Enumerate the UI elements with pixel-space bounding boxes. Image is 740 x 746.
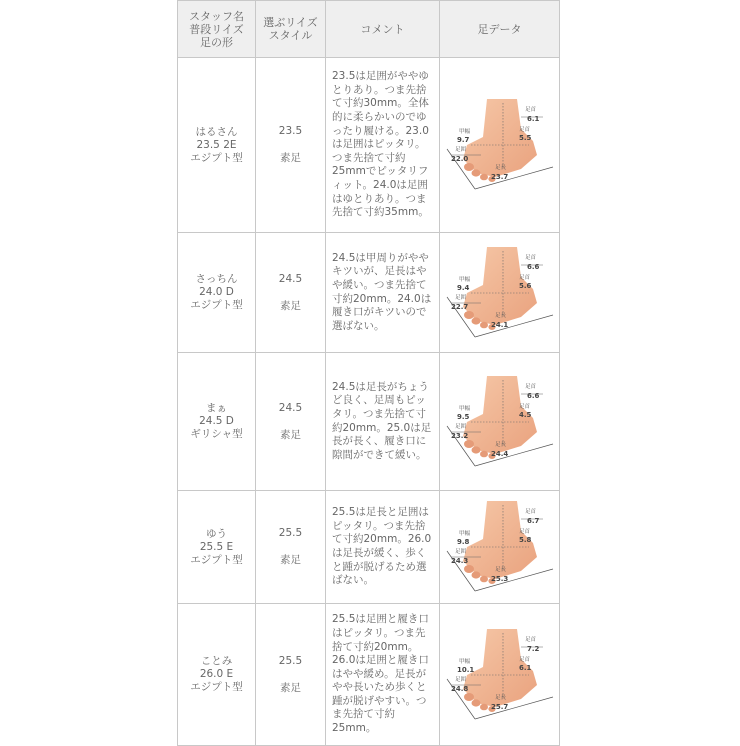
size-comparison-table [177, 0, 560, 746]
arch-label: 足首 [518, 127, 530, 133]
foot-diagram [441, 237, 559, 349]
ball-width-value: 22.0 [450, 155, 468, 163]
staff-cell: さっちん 24.0 D エジプト型 [178, 233, 256, 353]
header-row [178, 1, 560, 58]
ball-width-label: 足囲 [454, 676, 466, 683]
foot-data-cell [440, 491, 560, 604]
header-foot-data: 足データ [440, 1, 560, 58]
chosen-size: 24.5 [278, 272, 303, 285]
size-cell [256, 233, 326, 353]
instep-label: 甲幅 [458, 129, 470, 135]
arch-value: 4.5 [518, 410, 531, 419]
ball-width-label: 足囲 [454, 549, 466, 555]
toe-height-value: 6.6 [526, 391, 539, 400]
arch-value: 6.1 [518, 663, 531, 672]
foot-data-cell [440, 353, 560, 491]
length-value: 23.7 [490, 173, 508, 181]
chosen-size: 23.5 [278, 125, 303, 137]
header-staff: スタッフ名 普段リイズ 足の形 [178, 1, 256, 58]
toe-height-label: 足首 [524, 107, 536, 113]
toe-height-label: 足首 [524, 383, 536, 390]
ball-width-label: 足囲 [454, 294, 466, 301]
table-row [178, 353, 560, 491]
toe-height-label: 足首 [524, 254, 536, 261]
instep-label: 甲幅 [458, 658, 470, 665]
arch-value: 5.5 [518, 134, 531, 142]
table-row [178, 604, 560, 746]
instep-label: 甲幅 [458, 405, 470, 412]
comment-cell: 23.5は足囲がややゆとりあり。つま先捨て寸約30mm。全体的に柔らかいのでゆったり履ける。23.0は足囲はピッタリ。つま先捨て寸約25mmでピッタリフィット。24.0は足囲はゆとりあり。つま先捨て寸約35mm。 [326, 58, 440, 233]
table-row [178, 491, 560, 604]
staff-cell: はるさん 23.5 2E エジプト型 [178, 58, 256, 233]
toe-height-value: 7.2 [526, 644, 539, 653]
size-cell [256, 491, 326, 604]
chosen-size: 25.5 [278, 527, 303, 539]
chosen-size: 25.5 [278, 654, 303, 667]
style-label: 素足 [280, 428, 301, 441]
comment-cell: 24.5は甲周りがややキツいが、足長はやや緩い。つま先捨て寸約20mm。24.0は履き口がキツいので選ばない。 [326, 233, 440, 353]
toe-height-label: 足首 [524, 509, 536, 515]
length-value: 25.7 [490, 702, 508, 711]
instep-label: 甲幅 [458, 276, 470, 283]
instep-value: 9.7 [456, 136, 469, 144]
comment-cell: 25.5は足長と足囲はピッタリ。つま先捨て寸約20mm。26.0は足長が緩く、歩くと踵が脱げるため選ばない。 [326, 491, 440, 604]
table-row [178, 233, 560, 353]
toe-height-value: 6.6 [526, 262, 539, 271]
style-label: 素足 [280, 681, 301, 694]
size-cell [256, 604, 326, 746]
comment-cell: 24.5は足長がちょうど良く、足周もピッタリ。つま先捨て寸約20mm。25.0は足長が長く、履き口に隙間ができて緩い。 [326, 353, 440, 491]
length-label: 足長 [494, 694, 506, 701]
foot-data-cell [440, 233, 560, 353]
instep-value: 9.4 [456, 283, 469, 292]
arch-label: 足首 [518, 529, 530, 535]
foot-diagram [441, 619, 559, 731]
size-cell [256, 353, 326, 491]
foot-diagram [441, 366, 559, 478]
table-row [178, 58, 560, 233]
arch-label: 足首 [518, 656, 530, 663]
ball-width-value: 22.7 [450, 302, 468, 311]
arch-label: 足首 [518, 274, 530, 281]
instep-value: 9.5 [456, 412, 469, 421]
arch-value: 5.8 [518, 536, 531, 544]
size-cell [256, 58, 326, 233]
staff-cell: ことみ 26.0 E エジプト型 [178, 604, 256, 746]
arch-label: 足首 [518, 403, 530, 410]
style-label: 素足 [280, 554, 301, 566]
style-label: 素足 [280, 152, 301, 164]
chosen-size: 24.5 [278, 401, 303, 414]
ball-width-value: 24.8 [450, 684, 468, 693]
instep-value: 10.1 [456, 665, 474, 674]
foot-diagram [441, 491, 559, 603]
length-label: 足長 [494, 567, 506, 573]
staff-cell: まぁ 24.5 D ギリシャ型 [178, 353, 256, 491]
ball-width-value: 23.2 [450, 431, 468, 440]
instep-value: 9.8 [456, 538, 469, 546]
arch-value: 5.6 [518, 281, 531, 290]
ball-width-value: 24.3 [450, 557, 468, 565]
ball-width-label: 足囲 [454, 423, 466, 430]
toe-height-value: 6.7 [526, 517, 539, 525]
length-label: 足長 [494, 312, 506, 319]
length-value: 24.1 [490, 320, 508, 329]
foot-data-cell [440, 604, 560, 746]
foot-diagram [441, 89, 559, 201]
comment-cell: 25.5は足囲と履き口はピッタリ。つま先捨て寸約20mm。26.0は足囲と履き口はやや緩め。足長がやや長いため歩くと踵が脱げやすい。つま先捨て寸約25mm。 [326, 604, 440, 746]
header-comment: コメント [326, 1, 440, 58]
length-label: 足長 [494, 165, 506, 171]
staff-cell: ゆう 25.5 E エジプト型 [178, 491, 256, 604]
toe-height-label: 足首 [524, 636, 536, 643]
instep-label: 甲幅 [458, 531, 470, 537]
length-value: 25.3 [490, 575, 508, 583]
ball-width-label: 足囲 [454, 147, 466, 153]
length-value: 24.4 [490, 449, 508, 458]
foot-data-cell [440, 58, 560, 233]
toe-height-value: 6.1 [526, 115, 539, 123]
length-label: 足長 [494, 441, 506, 448]
header-size-style: 選ぶリイズ スタイル [256, 1, 326, 58]
style-label: 素足 [280, 299, 301, 312]
